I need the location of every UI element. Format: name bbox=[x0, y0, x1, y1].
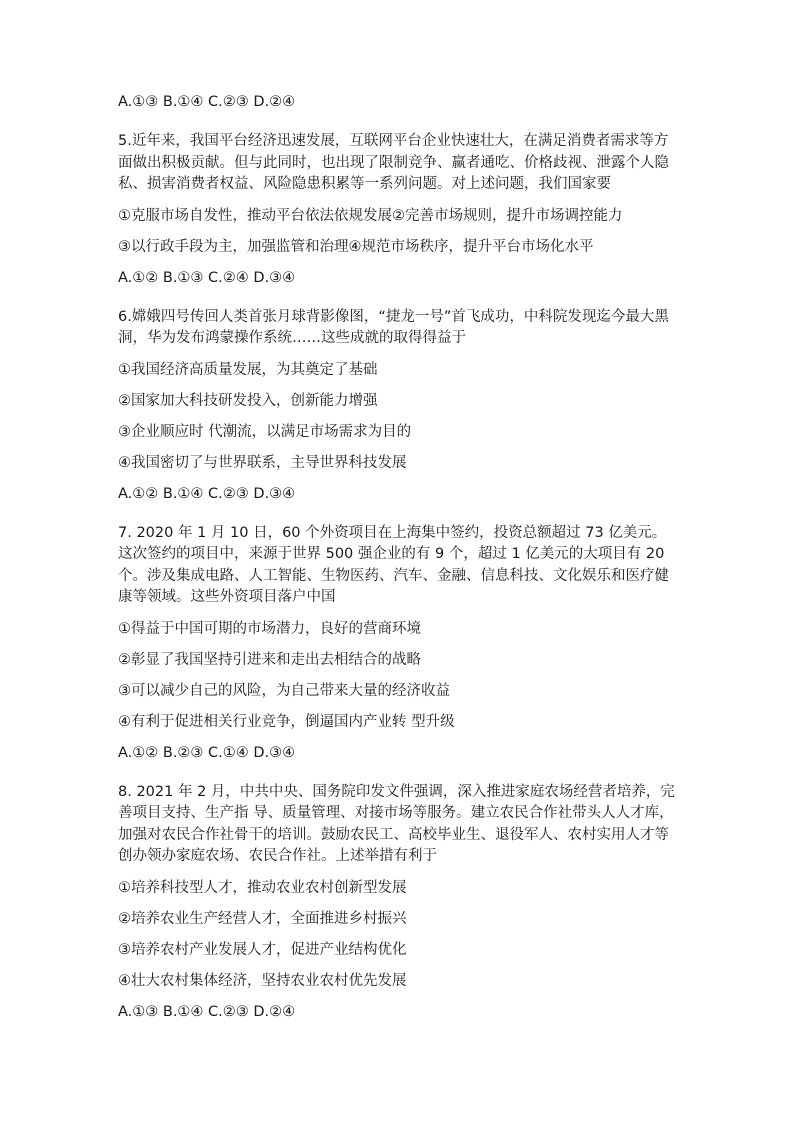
q5-option-line-2: ③以行政手段为主，加强监管和治理④规范市场秩序，提升平台市场化水平 bbox=[118, 238, 594, 255]
exam-page bbox=[118, 92, 678, 1023]
q8-option-3: ③培养农村产业发展人才，促进产业结构优化 bbox=[118, 941, 407, 958]
q6-option-2: ②国家加大科技研发投入，创新能力增强 bbox=[118, 392, 378, 409]
q8-option-4: ④壮大农村集体经济，坚持农业农村优先发展 bbox=[118, 972, 407, 989]
q7-option-2: ②彰显了我国坚持引进来和走出去相结合的战略 bbox=[118, 651, 421, 668]
q7-option-4: ④有利于促进相关行业竞争，倒逼国内产业转 型升级 bbox=[118, 713, 455, 730]
q8-option-1: ①培养科技型人才，推动农业农村创新型发展 bbox=[118, 879, 407, 896]
q7-option-1: ①得益于中国可期的市场潜力，良好的营商环境 bbox=[118, 620, 421, 637]
q5-option-line-1: ①克服市场自发性，推动平台依法依规发展②完善市场规则，提升市场调控能力 bbox=[118, 207, 623, 224]
q8-stem: 8. 2021 年 2 月，中共中央、国务院印发文件强调，深入推进家庭农场经营者培养，完善项目支持、生产指 导、质量管理、对接市场等服务。建立农民合作社带头人人才库，加强对农民合作社骨干的培训。鼓励农民工、高校毕业生、退役军人、农村实用人才等创办领办家庭农场、农民合作社。上述举措有利于 bbox=[118, 783, 675, 864]
q6-answers: A.①② B.①④ C.②③ D.③④ bbox=[118, 485, 296, 502]
q5-stem: 5.近年来，我国平台经济迅速发展，互联网平台企业快速壮大，在满足消费者需求等方面做出积极贡献。但与此同时，也出现了限制竞争、赢者通吃、价格歧视、泄露个人隐私、损害消费者权益、风险隐患积累等一系列问题。对上述问题，我们国家要 bbox=[118, 133, 669, 192]
q7-option-3: ③可以减少自己的风险，为自己带来大量的经济收益 bbox=[118, 682, 450, 699]
q6-option-1: ①我国经济高质量发展，为其奠定了基础 bbox=[118, 361, 378, 378]
q5-answers: A.①② B.①③ C.②④ D.③④ bbox=[118, 269, 296, 286]
q8-option-2: ②培养农业生产经营人才，全面推进乡村振兴 bbox=[118, 910, 407, 927]
q7-answers: A.①② B.②③ C.①④ D.③④ bbox=[118, 744, 296, 761]
q4-answers: A.①③ B.①④ C.②③ D.②④ bbox=[118, 94, 296, 110]
q6-option-3: ③企业顺应时 代潮流，以满足市场需求为目的 bbox=[118, 423, 412, 440]
q7-stem: 7. 2020 年 1 月 10 日，60 个外资项目在上海集中签约，投资总额超过 73 亿美元。这次签约的项目中，来源于世界 500 强企业的有 9 个，超过 1 亿美元的大项目有 20 个。涉及集成电路、人工智能、生物医药、汽车、金融、信息科技、文化娱乐和医疗健康等领域。这些外资项目落户中国 bbox=[118, 524, 669, 605]
q6-stem: 6.嫦娥四号传回人类首张月球背影像图，“捷龙一号”首飞成功，中科院发现迄今最大黑洞，华为发布鸿蒙操作系统……这些成就的取得得益于 bbox=[118, 308, 669, 346]
q6-option-4: ④我国密切了与世界联系，主导世界科技发展 bbox=[118, 454, 407, 471]
q8-answers: A.①③ B.①④ C.②③ D.②④ bbox=[118, 1003, 296, 1020]
